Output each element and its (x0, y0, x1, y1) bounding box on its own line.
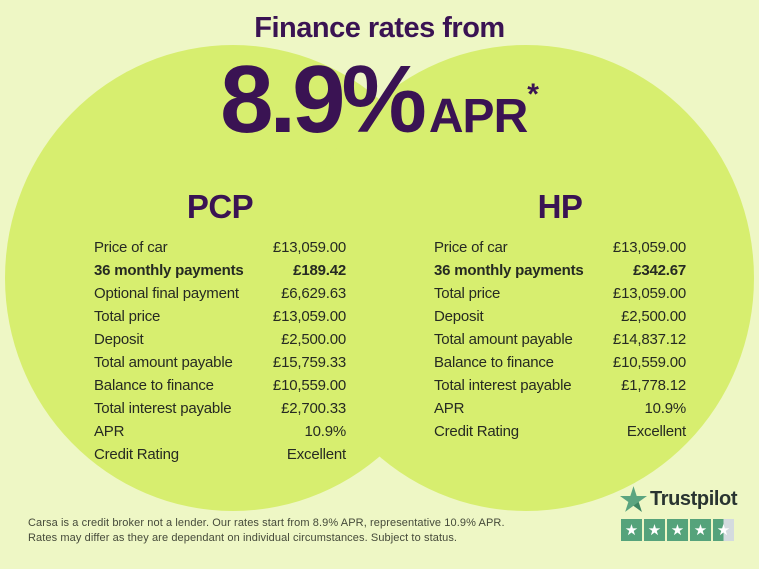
row-label: Total price (94, 308, 161, 325)
trustpilot-badge (620, 486, 742, 541)
pcp-title: PCP (186, 188, 254, 225)
row-label: 36 monthly payments (434, 262, 584, 279)
star-icon: ★ (624, 520, 639, 539)
row-value: £10,559.00 (272, 377, 346, 394)
row-label: Deposit (434, 308, 484, 325)
row-value: £2,500.00 (621, 308, 686, 325)
row-label: Balance to finance (434, 354, 554, 371)
row-value: £2,500.00 (281, 331, 346, 348)
row-value: £14,837.12 (612, 331, 686, 348)
table-row (434, 351, 686, 374)
row-value: £1,778.12 (621, 377, 686, 394)
table-row (434, 259, 686, 282)
apr-headline (0, 46, 759, 153)
disclaimer-line-1: Carsa is a credit broker not a lender. Our rates start from 8.9% APR, representative 10.9% APR. (28, 517, 505, 529)
row-label: Total price (434, 285, 501, 302)
row-value: £342.67 (633, 262, 686, 279)
row-value: £13,059.00 (272, 239, 346, 256)
row-value: £13,059.00 (612, 285, 686, 302)
table-row (94, 420, 346, 443)
row-label: Deposit (94, 331, 144, 348)
rate-asterisk: * (527, 78, 539, 111)
trustpilot-logo (620, 486, 742, 512)
row-value: Excellent (626, 423, 686, 440)
rate-value: 8.9% (220, 46, 423, 153)
table-row (94, 259, 346, 282)
row-label: Total interest payable (94, 400, 232, 417)
trustpilot-rating-star (644, 519, 665, 541)
table-row (94, 236, 346, 259)
row-label: Balance to finance (94, 377, 214, 394)
table-row (94, 351, 346, 374)
row-value: £13,059.00 (272, 308, 346, 325)
table-row (94, 397, 346, 420)
table-row (94, 305, 346, 328)
row-value: 10.9% (304, 423, 346, 440)
row-label: Credit Rating (94, 446, 179, 463)
trustpilot-stars (621, 519, 742, 541)
hp-column (434, 188, 686, 443)
row-label: 36 monthly payments (94, 262, 244, 279)
row-value: £10,559.00 (612, 354, 686, 371)
disclaimer (28, 516, 505, 546)
banner-title: Finance rates from (254, 12, 505, 44)
row-value: £13,059.00 (612, 239, 686, 256)
row-value: Excellent (286, 446, 346, 463)
row-label: Credit Rating (434, 423, 519, 440)
trustpilot-rating-star (667, 519, 688, 541)
trustpilot-brand-text: Trustpilot (650, 487, 738, 510)
star-icon: ★ (716, 520, 731, 539)
row-value: £2,700.33 (281, 400, 346, 417)
row-label: Price of car (434, 239, 508, 256)
table-row (434, 397, 686, 420)
row-label: Optional final payment (94, 285, 239, 302)
star-icon: ★ (670, 520, 685, 539)
table-row (434, 282, 686, 305)
disclaimer-line-2: Rates may differ as they are dependant on individual circumstances. Subject to status. (28, 532, 458, 544)
row-value: £189.42 (293, 262, 346, 279)
row-value: £6,629.63 (281, 285, 346, 302)
row-label: Total interest payable (434, 377, 572, 394)
table-row (434, 374, 686, 397)
rate-unit: APR (428, 90, 528, 143)
star-icon: ★ (693, 520, 708, 539)
row-value: £15,759.33 (272, 354, 346, 371)
table-row (94, 282, 346, 305)
row-value: 10.9% (644, 400, 686, 417)
table-row (94, 443, 346, 466)
row-label: Total amount payable (434, 331, 573, 348)
table-row (434, 305, 686, 328)
row-label: APR (434, 400, 465, 417)
table-row (94, 374, 346, 397)
star-icon: ★ (647, 520, 662, 539)
row-label: Price of car (94, 239, 168, 256)
table-row (434, 328, 686, 351)
trustpilot-rating-star (621, 519, 642, 541)
hp-title: HP (537, 188, 583, 225)
trustpilot-rating-star (713, 519, 734, 541)
row-label: Total amount payable (94, 354, 233, 371)
hp-table (434, 236, 686, 443)
pcp-table (94, 236, 346, 466)
row-label: APR (94, 423, 125, 440)
table-row (94, 328, 346, 351)
table-row (434, 236, 686, 259)
table-row (434, 420, 686, 443)
trustpilot-rating-star (690, 519, 711, 541)
trustpilot-star-icon (620, 486, 647, 512)
pcp-column (94, 188, 346, 466)
